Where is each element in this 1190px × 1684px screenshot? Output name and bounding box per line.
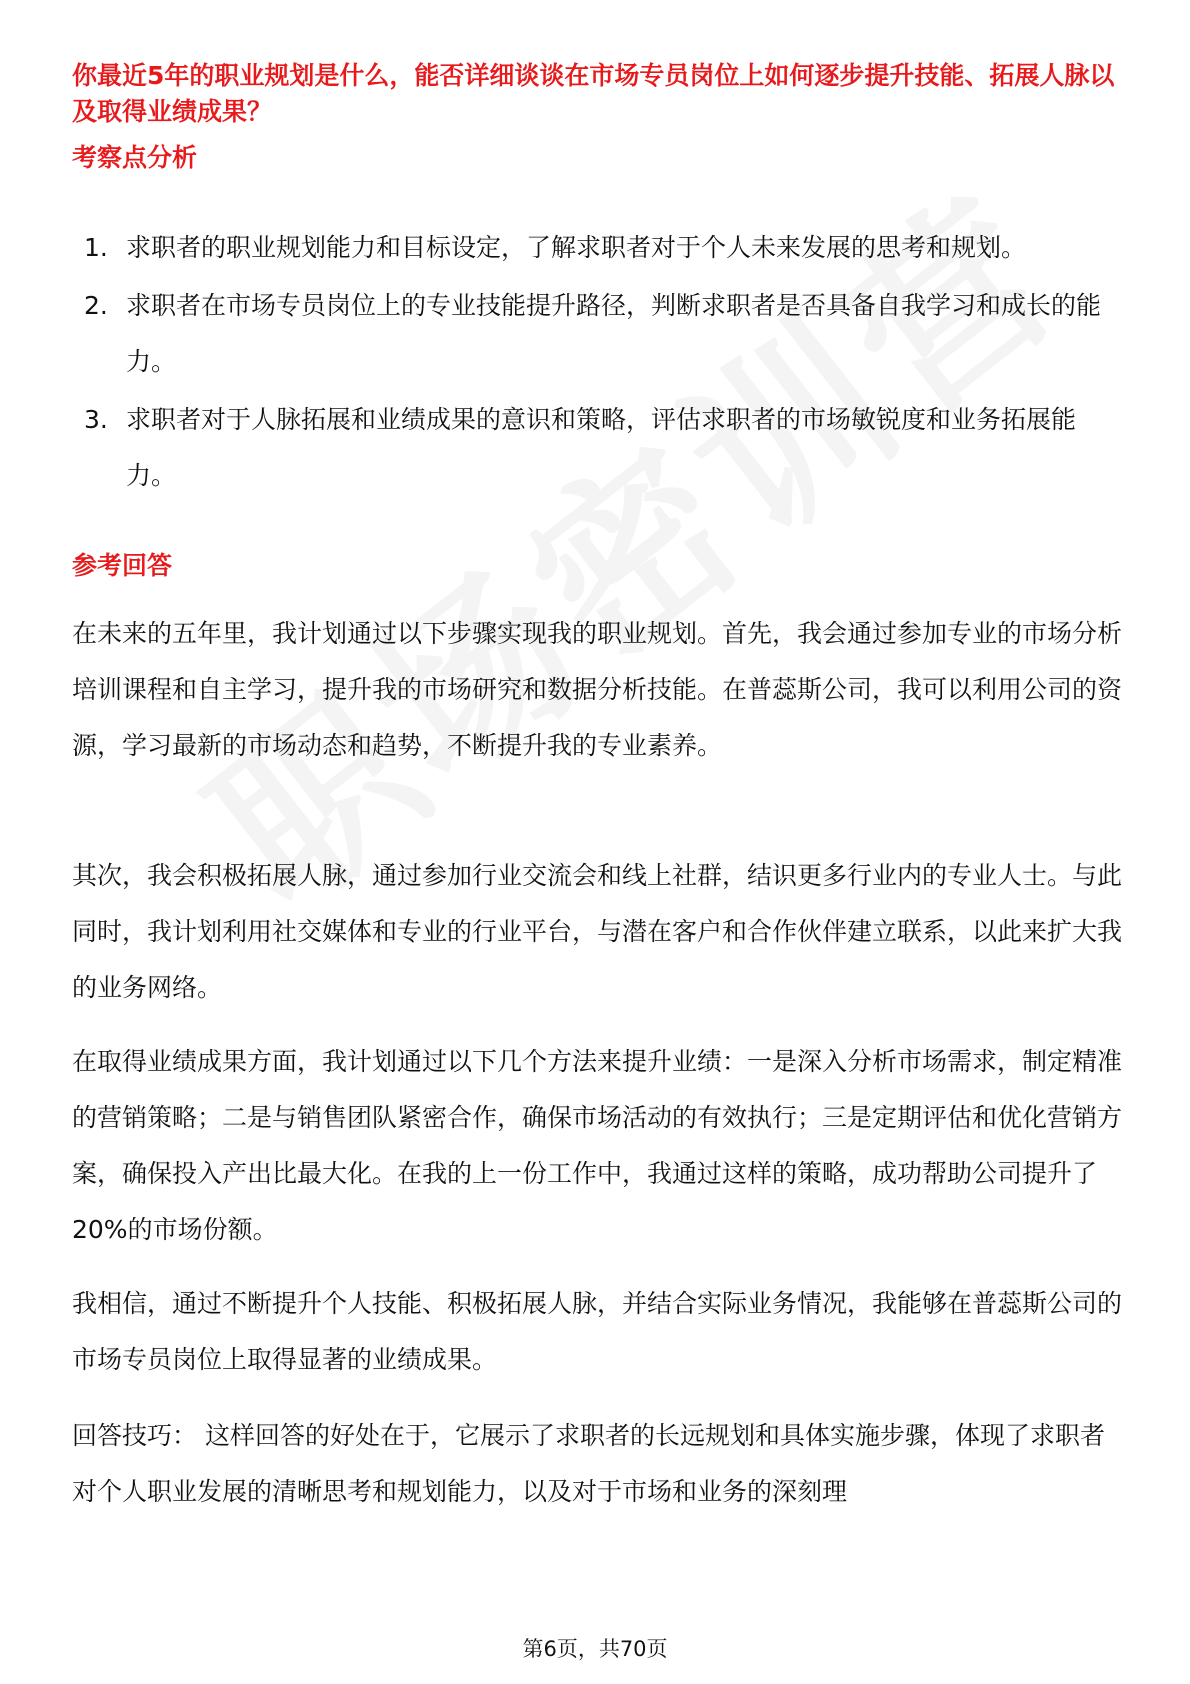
answer-paragraph: 我相信，通过不断提升个人技能、积极拓展人脉，并结合实际业务情况，我能够在普蕊斯公司的市场专员岗位上取得显著的业绩成果。 xyxy=(72,1289,1123,1374)
list-item-number: 3. xyxy=(84,405,108,434)
list-item-number: 1. xyxy=(84,233,108,262)
list-item xyxy=(72,220,1122,276)
list-item-text: 求职者对于人脉拓展和业绩成果的意识和策略，评估求职者的市场敏锐度和业务拓展能力。 xyxy=(126,405,1077,490)
list-item xyxy=(72,392,1122,504)
analysis-list xyxy=(72,220,1122,506)
answer-paragraph: 其次，我会积极拓展人脉，通过参加行业交流会和线上社群，结识更多行业内的专业人士。与此同时，我计划利用社交媒体和专业的行业平台，与潜在客户和合作伙伴建立联系，以此来扩大我的业务网络。 xyxy=(72,861,1123,1002)
analysis-section-title: 考察点分析 xyxy=(72,143,198,172)
list-item-text: 求职者在市场专员岗位上的专业技能提升路径，判断求职者是否具备自我学习和成长的能力。 xyxy=(126,291,1102,376)
answer-section-title: 参考回答 xyxy=(72,551,173,580)
answer-tips-paragraph: 回答技巧： 这样回答的好处在于，它展示了求职者的长远规划和具体实施步骤，体现了求职者对个人职业发展的清晰思考和规划能力，以及对于市场和业务的深刻理 xyxy=(72,1421,1105,1506)
page-number: 第6页，共70页 xyxy=(522,1637,668,1661)
answer-paragraph: 在取得业绩成果方面，我计划通过以下几个方法来提升业绩：一是深入分析市场需求，制定精准的营销策略；二是与销售团队紧密合作，确保市场活动的有效执行；三是定期评估和优化营销方案，确保投入产出比最大化。在我的上一份工作中，我通过这样的策略，成功帮助公司提升了20%的市场份额。 xyxy=(72,1047,1123,1244)
question-heading: 你最近5年的职业规划是什么，能否详细谈谈在市场专员岗位上如何逐步提升技能、拓展人脉以及取得业绩成果？ xyxy=(72,61,1115,126)
answer-paragraph: 在未来的五年里，我计划通过以下步骤实现我的职业规划。首先，我会通过参加专业的市场分析培训课程和自主学习，提升我的市场研究和数据分析技能。在普蕊斯公司，我可以利用公司的资源，学习最新的市场动态和趋势，不断提升我的专业素养。 xyxy=(72,619,1123,760)
list-item-number: 2. xyxy=(84,291,108,320)
list-item xyxy=(72,278,1122,390)
list-item-text: 求职者的职业规划能力和目标设定，了解求职者对于个人未来发展的思考和规划。 xyxy=(126,233,1027,262)
